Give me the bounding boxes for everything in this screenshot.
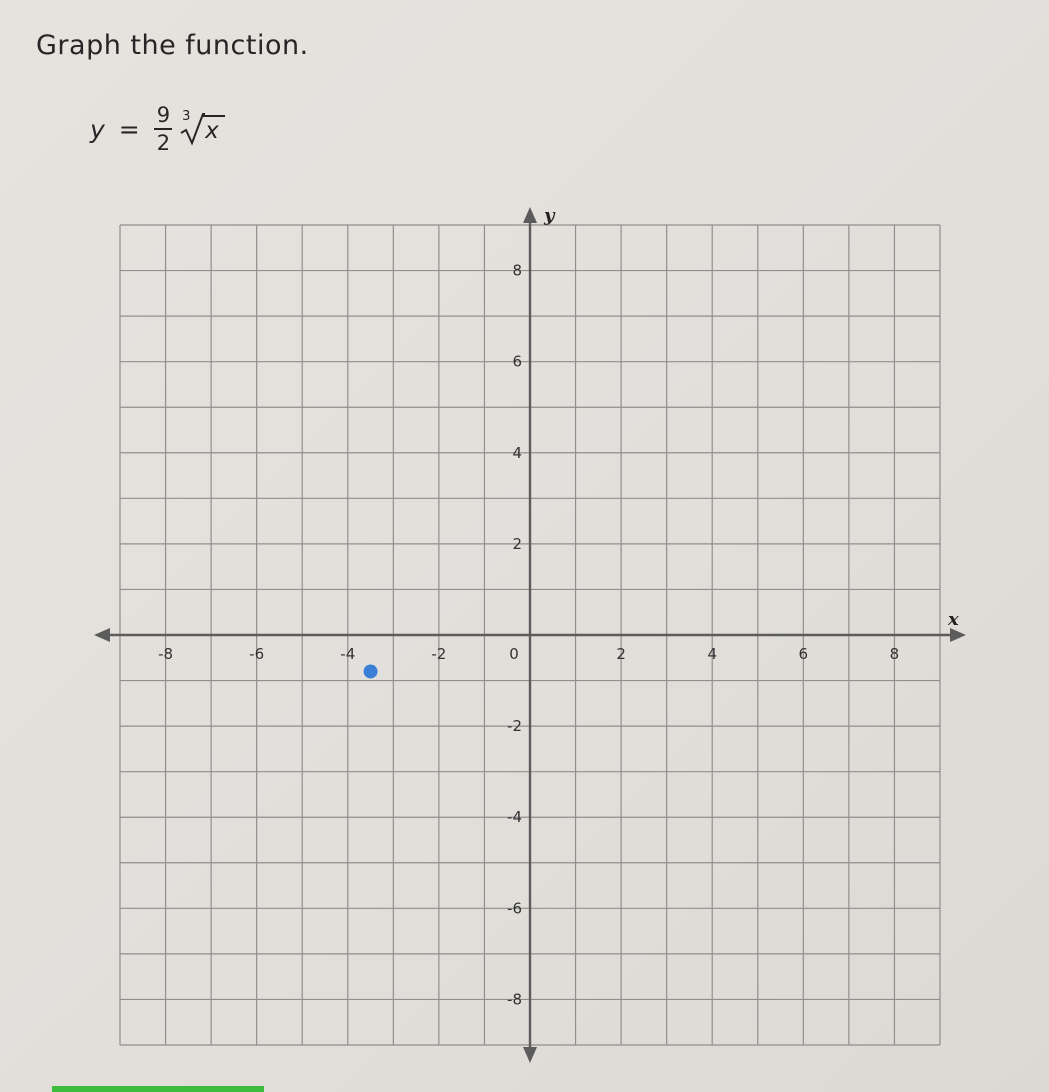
plotted-points[interactable] (364, 664, 378, 678)
function-equation (90, 104, 225, 154)
x-axis-right-arrow-icon (950, 628, 966, 642)
x-tick-label: 6 (798, 645, 809, 663)
x-tick-label: -4 (340, 645, 356, 663)
tick-labels (158, 205, 959, 1008)
fraction-numerator: 9 (156, 103, 171, 127)
x-tick-label: 2 (616, 645, 626, 663)
fraction-bar (154, 128, 172, 130)
x-tick-label: -8 (158, 645, 174, 663)
coordinate-grid[interactable] (90, 205, 959, 1065)
y-tick-label: 6 (512, 352, 522, 371)
plotted-point[interactable] (364, 664, 378, 678)
y-tick-label: 8 (512, 261, 522, 280)
y-tick-label: -2 (507, 717, 522, 736)
equation-lhs: y (90, 114, 105, 144)
coefficient-fraction (154, 104, 173, 154)
x-tick-label: 4 (707, 645, 717, 663)
radicand: x (203, 115, 225, 145)
x-tick-label: 8 (889, 645, 900, 663)
axes (94, 207, 966, 1063)
x-tick-label: 0 (509, 645, 519, 663)
question-prompt: Graph the function. (36, 30, 309, 61)
y-tick-label: -8 (507, 990, 522, 1009)
y-tick-label: 2 (512, 534, 522, 553)
y-axis-up-arrow-icon (523, 207, 537, 223)
y-tick-label: -4 (507, 808, 522, 827)
y-tick-label: 4 (512, 443, 522, 462)
submit-button-edge[interactable] (52, 1086, 264, 1092)
equals-sign: = (118, 114, 140, 144)
fraction-denominator: 2 (156, 131, 171, 155)
radical-index: 3 (182, 109, 191, 124)
x-tick-label: -2 (431, 645, 447, 663)
x-tick-label: -6 (249, 645, 265, 663)
coordinate-plane[interactable] (90, 205, 959, 1065)
cube-root (179, 109, 225, 145)
y-tick-label: -6 (507, 899, 522, 918)
y-axis-label: y (544, 205, 555, 226)
x-axis-label: x (948, 609, 959, 630)
y-axis-down-arrow-icon (523, 1047, 537, 1063)
x-axis-left-arrow-icon (94, 628, 110, 642)
